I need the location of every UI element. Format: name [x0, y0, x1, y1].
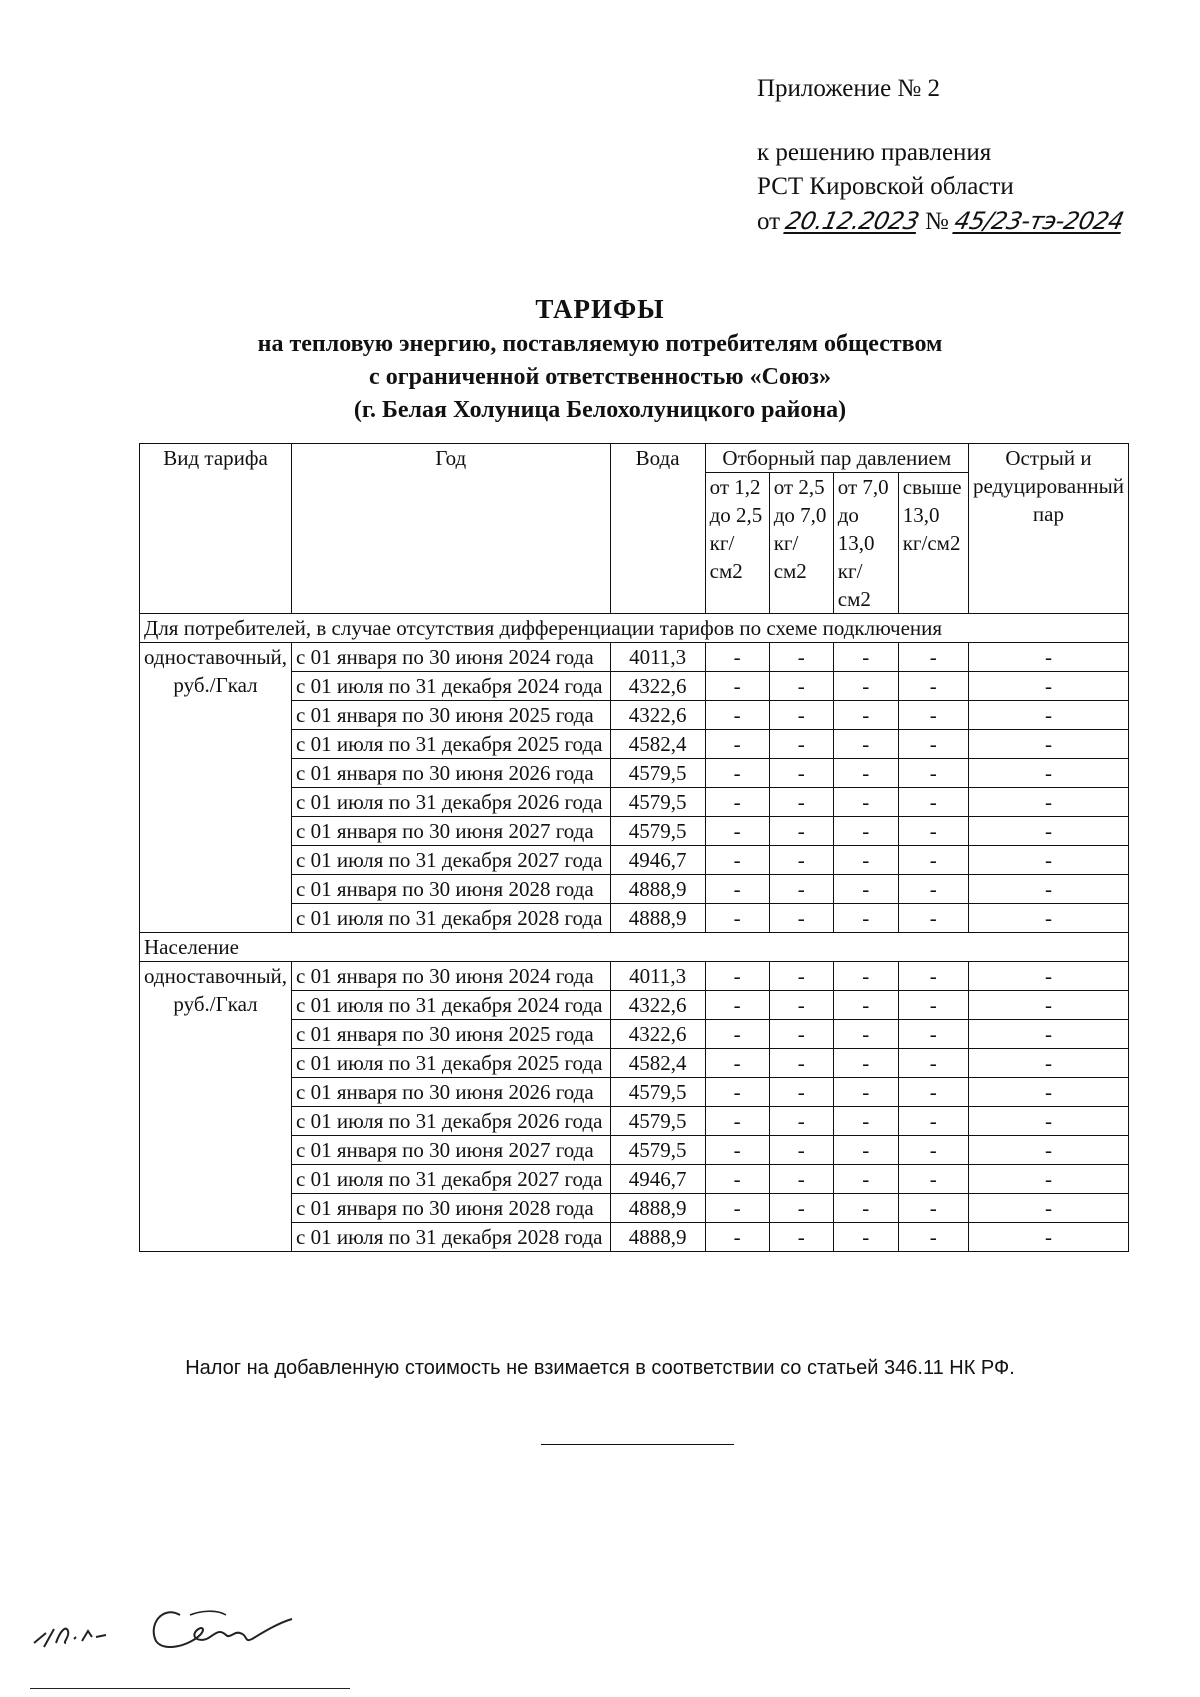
period-cell: с 01 января по 30 июня 2026 года [292, 759, 611, 788]
title-main: ТАРИФЫ [535, 294, 665, 324]
water-tariff-cell: 4582,4 [610, 730, 705, 759]
steam-tariff-cell: - [705, 991, 769, 1020]
period-cell: с 01 января по 30 июня 2025 года [292, 701, 611, 730]
steam-tariff-cell: - [898, 817, 968, 846]
steam-tariff-cell: - [705, 1194, 769, 1223]
steam-tariff-cell: - [898, 788, 968, 817]
period-cell: с 01 января по 30 июня 2026 года [292, 1078, 611, 1107]
steam-tariff-cell: - [705, 643, 769, 672]
steam-tariff-cell: - [769, 1194, 833, 1223]
steam-tariff-cell: - [968, 759, 1128, 788]
table-row [140, 643, 1129, 672]
steam-tariff-cell: - [968, 846, 1128, 875]
header-pressure-1: от 1,2 до 2,5 кг/см2 [705, 473, 769, 614]
steam-tariff-cell: - [833, 846, 898, 875]
steam-tariff-cell: - [898, 672, 968, 701]
steam-tariff-cell: - [705, 1107, 769, 1136]
steam-tariff-cell: - [705, 962, 769, 991]
period-cell: с 01 июля по 31 декабря 2026 года [292, 1107, 611, 1136]
steam-tariff-cell: - [769, 817, 833, 846]
steam-tariff-cell: - [968, 904, 1128, 933]
steam-tariff-cell: - [898, 730, 968, 759]
steam-tariff-cell: - [705, 846, 769, 875]
period-cell: с 01 января по 30 июня 2028 года [292, 875, 611, 904]
steam-tariff-cell: - [769, 1136, 833, 1165]
steam-tariff-cell: - [769, 904, 833, 933]
title-line-2: с ограниченной ответственностью «Союз» [369, 364, 831, 390]
steam-tariff-cell: - [968, 1165, 1128, 1194]
period-cell: с 01 января по 30 июня 2027 года [292, 1136, 611, 1165]
steam-tariff-cell: - [898, 875, 968, 904]
decision-number: 45/23-тэ-2024 [952, 207, 1127, 235]
steam-tariff-cell: - [968, 1194, 1128, 1223]
steam-tariff-cell: - [769, 1020, 833, 1049]
title-line-3: (г. Белая Холуница Белохолуницкого района) [353, 397, 847, 423]
steam-tariff-cell: - [833, 817, 898, 846]
steam-tariff-cell: - [833, 730, 898, 759]
appendix-number: Приложение № 2 [757, 75, 941, 102]
steam-tariff-cell: - [705, 788, 769, 817]
steam-tariff-cell: - [968, 1049, 1128, 1078]
header-voda: Вода [610, 444, 705, 614]
steam-tariff-cell: - [705, 1136, 769, 1165]
steam-tariff-cell: - [769, 991, 833, 1020]
steam-tariff-cell: - [898, 1165, 968, 1194]
water-tariff-cell: 4946,7 [610, 1165, 705, 1194]
steam-tariff-cell: - [968, 875, 1128, 904]
water-tariff-cell: 4582,4 [610, 1049, 705, 1078]
steam-tariff-cell: - [898, 1107, 968, 1136]
water-tariff-cell: 4011,3 [610, 643, 705, 672]
steam-tariff-cell: - [769, 730, 833, 759]
steam-tariff-cell: - [898, 1049, 968, 1078]
steam-tariff-cell: - [968, 1078, 1128, 1107]
number-prefix: № [925, 208, 949, 235]
steam-tariff-cell: - [968, 1107, 1128, 1136]
steam-tariff-cell: - [769, 672, 833, 701]
period-cell: с 01 января по 30 июня 2024 года [292, 643, 611, 672]
header-vid: Вид тарифа [140, 444, 292, 614]
steam-tariff-cell: - [898, 1078, 968, 1107]
period-cell: с 01 июля по 31 декабря 2026 года [292, 788, 611, 817]
steam-tariff-cell: - [898, 643, 968, 672]
appendix-line-2: РСТ Кировской области [757, 173, 1014, 200]
divider-line [541, 1444, 734, 1445]
title-line-1: на тепловую энергию, поставляемую потребителям обществом [257, 331, 943, 357]
water-tariff-cell: 4888,9 [610, 875, 705, 904]
period-cell: с 01 января по 30 июня 2028 года [292, 1194, 611, 1223]
steam-tariff-cell: - [705, 1165, 769, 1194]
period-cell: с 01 июля по 31 декабря 2024 года [292, 672, 611, 701]
steam-tariff-cell: - [833, 1078, 898, 1107]
steam-tariff-cell: - [833, 1136, 898, 1165]
water-tariff-cell: 4579,5 [610, 788, 705, 817]
steam-tariff-cell: - [898, 1223, 968, 1252]
period-cell: с 01 января по 30 июня 2025 года [292, 1020, 611, 1049]
period-cell: с 01 июля по 31 декабря 2025 года [292, 1049, 611, 1078]
period-cell: с 01 июля по 31 декабря 2027 года [292, 1165, 611, 1194]
steam-tariff-cell: - [705, 1020, 769, 1049]
bottom-rule [30, 1688, 350, 1689]
tariff-type: одноставочный, руб./Гкал [140, 643, 292, 933]
period-cell: с 01 июля по 31 декабря 2024 года [292, 991, 611, 1020]
header-pressure-2: от 2,5 до 7,0 кг/см2 [769, 473, 833, 614]
water-tariff-cell: 4579,5 [610, 1136, 705, 1165]
steam-tariff-cell: - [898, 846, 968, 875]
steam-tariff-cell: - [833, 672, 898, 701]
water-tariff-cell: 4946,7 [610, 846, 705, 875]
steam-tariff-cell: - [968, 991, 1128, 1020]
appendix-date-line [757, 204, 1127, 239]
water-tariff-cell: 4888,9 [610, 1194, 705, 1223]
header-otbornyi-par: Отборный пар давлением [705, 444, 968, 473]
steam-tariff-cell: - [833, 875, 898, 904]
water-tariff-cell: 4579,5 [610, 1107, 705, 1136]
steam-tariff-cell: - [898, 1136, 968, 1165]
period-cell: с 01 января по 30 июня 2024 года [292, 962, 611, 991]
steam-tariff-cell: - [833, 701, 898, 730]
steam-tariff-cell: - [705, 759, 769, 788]
header-god: Год [292, 444, 611, 614]
steam-tariff-cell: - [833, 759, 898, 788]
steam-tariff-cell: - [833, 1107, 898, 1136]
steam-tariff-cell: - [769, 1223, 833, 1252]
steam-tariff-cell: - [705, 904, 769, 933]
steam-tariff-cell: - [898, 991, 968, 1020]
water-tariff-cell: 4011,3 [610, 962, 705, 991]
steam-tariff-cell: - [833, 1165, 898, 1194]
water-tariff-cell: 4579,5 [610, 1078, 705, 1107]
steam-tariff-cell: - [769, 875, 833, 904]
steam-tariff-cell: - [769, 1107, 833, 1136]
vat-note: Налог на добавленную стоимость не взимается в соответствии со статьей 346.11 НК РФ. [185, 1357, 1015, 1379]
steam-tariff-cell: - [968, 1136, 1128, 1165]
steam-tariff-cell: - [769, 962, 833, 991]
steam-tariff-cell: - [968, 1020, 1128, 1049]
steam-tariff-cell: - [833, 1049, 898, 1078]
steam-tariff-cell: - [898, 759, 968, 788]
steam-tariff-cell: - [898, 1020, 968, 1049]
water-tariff-cell: 4322,6 [610, 991, 705, 1020]
handwritten-signature [30, 1585, 360, 1660]
steam-tariff-cell: - [833, 991, 898, 1020]
appendix-block [757, 72, 1127, 239]
steam-tariff-cell: - [968, 817, 1128, 846]
steam-tariff-cell: - [769, 643, 833, 672]
header-pressure-4: свыше 13,0 кг/см2 [898, 473, 968, 614]
water-tariff-cell: 4322,6 [610, 1020, 705, 1049]
steam-tariff-cell: - [833, 1020, 898, 1049]
steam-tariff-cell: - [968, 730, 1128, 759]
table-row [140, 962, 1129, 991]
water-tariff-cell: 4888,9 [610, 904, 705, 933]
period-cell: с 01 января по 30 июня 2027 года [292, 817, 611, 846]
period-cell: с 01 июля по 31 декабря 2028 года [292, 904, 611, 933]
water-tariff-cell: 4322,6 [610, 672, 705, 701]
steam-tariff-cell: - [769, 1165, 833, 1194]
steam-tariff-cell: - [833, 1194, 898, 1223]
water-tariff-cell: 4888,9 [610, 1223, 705, 1252]
steam-tariff-cell: - [968, 701, 1128, 730]
steam-tariff-cell: - [705, 817, 769, 846]
steam-tariff-cell: - [968, 1223, 1128, 1252]
steam-tariff-cell: - [769, 701, 833, 730]
steam-tariff-cell: - [968, 643, 1128, 672]
steam-tariff-cell: - [705, 672, 769, 701]
steam-tariff-cell: - [705, 730, 769, 759]
steam-tariff-cell: - [769, 846, 833, 875]
section-title: Население [140, 933, 1129, 962]
steam-tariff-cell: - [705, 1049, 769, 1078]
steam-tariff-cell: - [898, 904, 968, 933]
document-title [0, 293, 1200, 427]
decision-date: 20.12.2023 [783, 207, 922, 235]
water-tariff-cell: 4579,5 [610, 817, 705, 846]
period-cell: с 01 июля по 31 декабря 2027 года [292, 846, 611, 875]
steam-tariff-cell: - [705, 701, 769, 730]
header-ostryi-par: Острый и редуцированный пар [968, 444, 1128, 614]
steam-tariff-cell: - [769, 1078, 833, 1107]
steam-tariff-cell: - [705, 875, 769, 904]
steam-tariff-cell: - [705, 1223, 769, 1252]
steam-tariff-cell: - [968, 788, 1128, 817]
steam-tariff-cell: - [769, 1049, 833, 1078]
steam-tariff-cell: - [833, 788, 898, 817]
section-header-row [140, 614, 1129, 643]
period-cell: с 01 июля по 31 декабря 2025 года [292, 730, 611, 759]
tariff-type: одноставочный, руб./Гкал [140, 962, 292, 1252]
steam-tariff-cell: - [898, 701, 968, 730]
tariffs-table [139, 443, 1129, 1252]
steam-tariff-cell: - [769, 788, 833, 817]
steam-tariff-cell: - [968, 962, 1128, 991]
steam-tariff-cell: - [705, 1078, 769, 1107]
steam-tariff-cell: - [769, 759, 833, 788]
water-tariff-cell: 4579,5 [610, 759, 705, 788]
appendix-line-1: к решению правления [757, 139, 992, 166]
steam-tariff-cell: - [833, 643, 898, 672]
steam-tariff-cell: - [833, 1223, 898, 1252]
period-cell: с 01 июля по 31 декабря 2028 года [292, 1223, 611, 1252]
date-prefix: от [757, 208, 781, 235]
tariffs-table-body [140, 614, 1129, 1252]
steam-tariff-cell: - [898, 1194, 968, 1223]
steam-tariff-cell: - [833, 962, 898, 991]
header-pressure-3: от 7,0 до 13,0 кг/см2 [833, 473, 898, 614]
steam-tariff-cell: - [898, 962, 968, 991]
section-header-row [140, 933, 1129, 962]
section-title: Для потребителей, в случае отсутствия дифференциации тарифов по схеме подключения [140, 614, 1129, 643]
water-tariff-cell: 4322,6 [610, 701, 705, 730]
steam-tariff-cell: - [833, 904, 898, 933]
steam-tariff-cell: - [968, 672, 1128, 701]
